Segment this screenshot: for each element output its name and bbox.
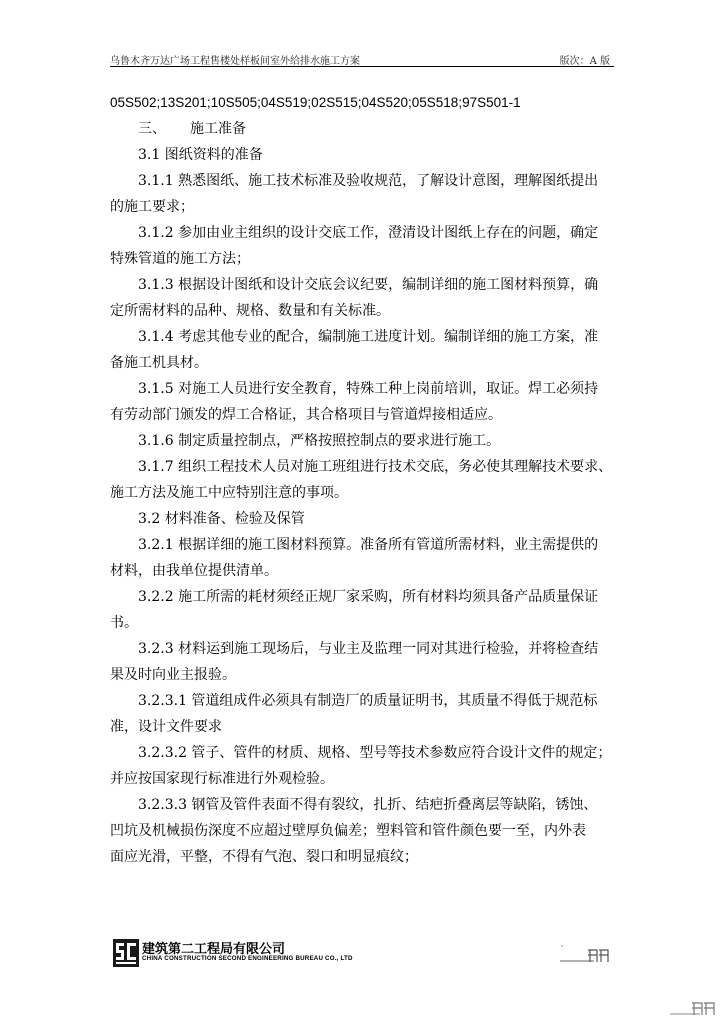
paragraph-line: 施工方法及施工中应特别注意的事项。 [110,485,348,501]
paragraph-line: 定所需材料的品种、规格、数量和有关标准。 [110,303,390,319]
paragraph-line: 并应按国家现行标准进行外观检验。 [110,771,334,787]
paragraph-line: 3.2.3.3 钢管及管件表面不得有裂纹，扎折、结疤折叠离层等缺陷，锈蚀、 [138,797,598,813]
paragraph-line: 的施工要求； [110,199,194,215]
paragraph-line: 3.1.3 根据设计图纸和设计交底会议纪要，编制详细的施工图材料预算，确 [138,277,599,293]
paragraph-line: 有劳动部门颁发的焊工合格证，其合格项目与管道焊接相适应。 [110,407,502,423]
footer-company-english: CHINA CONSTRUCTION SECOND ENGINEERING BUREAU CO., LTD [142,955,353,962]
section-number: 三、 [138,121,166,137]
paragraph-line: 材料，由我单位提供清单。 [110,563,278,579]
footer-company-name: 建筑第二工程局有限公司 [142,941,286,956]
paragraph-line: 凹坑及机械损伤深度不应超过壁厚负偏差；塑料管和管件颜色要一至，内外表 [110,823,586,839]
section-heading [110,116,616,142]
paragraph-line: 果及时向业主报验。 [110,667,236,683]
paragraph-line: 3.1.5 对施工人员进行安全教育，特殊工种上岗前培训，取证。焊工必须持 [138,381,599,397]
header-version: 版次：A 版 [559,56,610,67]
paragraph-line: 备施工机具材。 [110,355,208,371]
company-logo-icon [113,939,139,967]
paragraph-line: 3.1.1 熟悉图纸、施工技术标准及验收规范，了解设计意图，理解图纸提出 [138,173,599,189]
paragraph-line: 3.2.1 根据详细的施工图材料预算。准备所有管道所需材料，业主需提供的 [138,537,599,553]
paragraph-line: 3.2.2 施工所需的耗材须经正规厂家采购，所有材料均须具备产品质量保证 [138,589,599,605]
section-title: 施工准备 [190,121,246,137]
paragraph-line: 3.2.3 材料运到施工现场后，与业主及监理一同对其进行检验，并将检查结 [138,641,599,657]
footer-mark-icon [560,944,610,966]
paragraph-line: 3.1.4 考虑其他专业的配合，编制施工进度计划。编制详细的施工方案，准 [138,329,599,345]
header-title: 乌鲁木齐万达广场工程售楼处样板间室外给排水施工方案 [110,56,360,67]
subsection-heading: 3.1 图纸资料的准备 [138,147,263,163]
standards-list: 05S502;13S201;10S505;04S519;02S515;04S520;05S518;97S501-1 [110,95,521,110]
paragraph-line: 3.1.7 组织工程技术人员对施工班组进行技术交底，务必使其理解技术要求、 [138,459,613,475]
paragraph-line: 3.2.3.1 管道组成件必须具有制造厂的质量证明书，其质量不得低于规范标 [138,693,598,709]
paragraph-line: 3.2.3.2 管子、管件的材质、规格、型号等技术参数应符合设计文件的规定； [138,745,612,761]
paragraph-line: 准，设计文件要求 [110,719,222,735]
document-body [110,90,616,870]
paragraph-line: 书。 [110,615,138,631]
subsection-heading: 3.2 材料准备、检验及保管 [138,511,305,527]
paragraph-line: 面应光滑，平整，不得有气泡、裂口和明显痕纹； [110,849,418,865]
paragraph-line: 特殊管道的施工方法； [110,251,250,267]
paragraph-line: 3.1.2 参加由业主组织的设计交底工作，澄清设计图纸上存在的问题，确定 [138,225,599,241]
paragraph-line: 3.1.6 制定质量控制点，严格按照控制点的要求进行施工。 [138,433,501,449]
header-rule [110,66,614,67]
corner-mark-icon [670,998,718,1020]
